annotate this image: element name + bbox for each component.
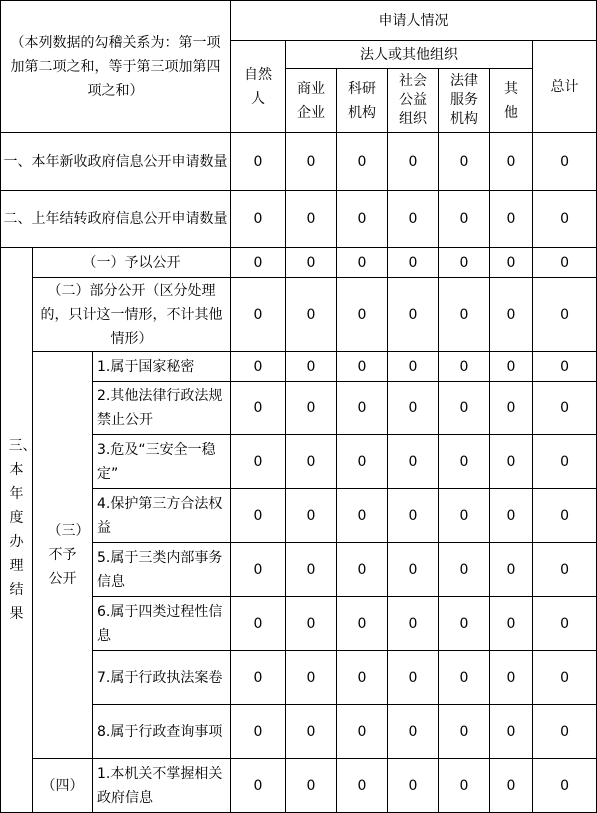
cell-value: 0 xyxy=(388,352,439,382)
cell-value: 0 xyxy=(231,133,286,191)
cell-value: 0 xyxy=(337,597,388,651)
cell-value: 0 xyxy=(490,435,533,489)
cell-value: 0 xyxy=(337,543,388,597)
cell-value: 0 xyxy=(231,248,286,278)
cell-value: 0 xyxy=(231,191,286,248)
total-header: 总计 xyxy=(533,41,597,133)
cell-value: 0 xyxy=(533,651,597,705)
table-row xyxy=(1,759,597,813)
cell-value: 0 xyxy=(337,191,388,248)
cell-value: 0 xyxy=(533,248,597,278)
cell-value: 0 xyxy=(286,435,337,489)
cell-value: 0 xyxy=(286,248,337,278)
cell-value: 0 xyxy=(388,278,439,352)
cell-value: 0 xyxy=(439,705,490,759)
cell-value: 0 xyxy=(388,759,439,813)
cell-value: 0 xyxy=(490,597,533,651)
cell-value: 0 xyxy=(337,278,388,352)
cell-value: 0 xyxy=(337,759,388,813)
cell-value: 0 xyxy=(231,278,286,352)
cell-value: 0 xyxy=(533,597,597,651)
cell-value: 0 xyxy=(286,133,337,191)
cell-value: 0 xyxy=(286,191,337,248)
row-label: 1.属于国家秘密 xyxy=(93,352,231,382)
cell-value: 0 xyxy=(439,382,490,435)
cell-value: 0 xyxy=(439,597,490,651)
cell-value: 0 xyxy=(439,133,490,191)
cell-value: 0 xyxy=(439,248,490,278)
section-3-label: 三、本年度办理结果 xyxy=(1,248,33,813)
table-row xyxy=(1,278,597,352)
cell-value: 0 xyxy=(439,759,490,813)
table-row xyxy=(1,248,597,278)
cell-value: 0 xyxy=(439,278,490,352)
section-4-label: （四） xyxy=(33,759,93,813)
applicant-situation-header: 申请人情况 xyxy=(231,1,597,41)
cell-value: 0 xyxy=(388,191,439,248)
social-welfare-header: 社会公益组织 xyxy=(388,69,439,133)
cell-value: 0 xyxy=(231,489,286,543)
cell-value: 0 xyxy=(490,191,533,248)
cell-value: 0 xyxy=(286,382,337,435)
cell-value: 0 xyxy=(231,705,286,759)
relation-note: （本列数据的勾稽关系为：第一项加第二项之和，等于第三项加第四项之和） xyxy=(1,1,231,133)
cell-value: 0 xyxy=(337,651,388,705)
cell-value: 0 xyxy=(231,759,286,813)
cell-value: 0 xyxy=(533,543,597,597)
cell-value: 0 xyxy=(490,705,533,759)
cell-value: 0 xyxy=(490,489,533,543)
commercial-header: 商业企业 xyxy=(286,69,337,133)
cell-value: 0 xyxy=(439,543,490,597)
legal-service-header: 法律服务机构 xyxy=(439,69,490,133)
table-row xyxy=(1,191,597,248)
cell-value: 0 xyxy=(439,352,490,382)
cell-value: 0 xyxy=(533,191,597,248)
cell-value: 0 xyxy=(490,133,533,191)
research-header: 科研机构 xyxy=(337,69,388,133)
row-label: 6.属于四类过程性信息 xyxy=(93,597,231,651)
cell-value: 0 xyxy=(337,248,388,278)
cell-value: 0 xyxy=(490,352,533,382)
other-header: 其他 xyxy=(490,69,533,133)
natural-person-header: 自然人 xyxy=(231,41,286,133)
cell-value: 0 xyxy=(337,382,388,435)
cell-value: 0 xyxy=(286,759,337,813)
cell-value: 0 xyxy=(439,651,490,705)
cell-value: 0 xyxy=(337,435,388,489)
row-label: 二、上年结转政府信息公开申请数量 xyxy=(1,191,231,248)
cell-value: 0 xyxy=(490,248,533,278)
row-label: 1.本机关不掌握相关政府信息 xyxy=(93,759,231,813)
legal-person-group-header: 法人或其他组织 xyxy=(286,41,533,69)
cell-value: 0 xyxy=(388,651,439,705)
cell-value: 0 xyxy=(388,382,439,435)
row-label: 7.属于行政执法案卷 xyxy=(93,651,231,705)
cell-value: 0 xyxy=(490,278,533,352)
cell-value: 0 xyxy=(490,759,533,813)
cell-value: 0 xyxy=(533,382,597,435)
cell-value: 0 xyxy=(533,352,597,382)
cell-value: 0 xyxy=(286,352,337,382)
cell-value: 0 xyxy=(231,651,286,705)
table-row xyxy=(1,133,597,191)
cell-value: 0 xyxy=(231,382,286,435)
row-label: （二）部分公开（区分处理的，只计这一情形，不计其他情形） xyxy=(33,278,231,352)
cell-value: 0 xyxy=(439,489,490,543)
cell-value: 0 xyxy=(286,489,337,543)
cell-value: 0 xyxy=(533,435,597,489)
cell-value: 0 xyxy=(533,133,597,191)
refuse-label: （三）不予公开 xyxy=(33,352,93,759)
row-label: 5.属于三类内部事务信息 xyxy=(93,543,231,597)
cell-value: 0 xyxy=(286,543,337,597)
cell-value: 0 xyxy=(490,382,533,435)
cell-value: 0 xyxy=(439,435,490,489)
cell-value: 0 xyxy=(231,543,286,597)
cell-value: 0 xyxy=(337,489,388,543)
cell-value: 0 xyxy=(231,597,286,651)
cell-value: 0 xyxy=(490,543,533,597)
cell-value: 0 xyxy=(388,248,439,278)
cell-value: 0 xyxy=(490,651,533,705)
cell-value: 0 xyxy=(388,489,439,543)
cell-value: 0 xyxy=(337,133,388,191)
row-label: 2.其他法律行政法规禁止公开 xyxy=(93,382,231,435)
cell-value: 0 xyxy=(286,705,337,759)
row-label: 8.属于行政查询事项 xyxy=(93,705,231,759)
cell-value: 0 xyxy=(286,597,337,651)
row-label: 4.保护第三方合法权益 xyxy=(93,489,231,543)
cell-value: 0 xyxy=(286,651,337,705)
cell-value: 0 xyxy=(533,705,597,759)
cell-value: 0 xyxy=(533,489,597,543)
table-row xyxy=(1,352,597,382)
cell-value: 0 xyxy=(388,133,439,191)
cell-value: 0 xyxy=(533,278,597,352)
cell-value: 0 xyxy=(533,759,597,813)
cell-value: 0 xyxy=(439,191,490,248)
cell-value: 0 xyxy=(337,352,388,382)
cell-value: 0 xyxy=(388,705,439,759)
cell-value: 0 xyxy=(388,435,439,489)
cell-value: 0 xyxy=(286,278,337,352)
cell-value: 0 xyxy=(231,435,286,489)
cell-value: 0 xyxy=(388,543,439,597)
cell-value: 0 xyxy=(231,352,286,382)
row-label: 一、本年新收政府信息公开申请数量 xyxy=(1,133,231,191)
row-label: 3.危及“三安全一稳定” xyxy=(93,435,231,489)
cell-value: 0 xyxy=(337,705,388,759)
cell-value: 0 xyxy=(388,597,439,651)
row-label: （一）予以公开 xyxy=(33,248,231,278)
